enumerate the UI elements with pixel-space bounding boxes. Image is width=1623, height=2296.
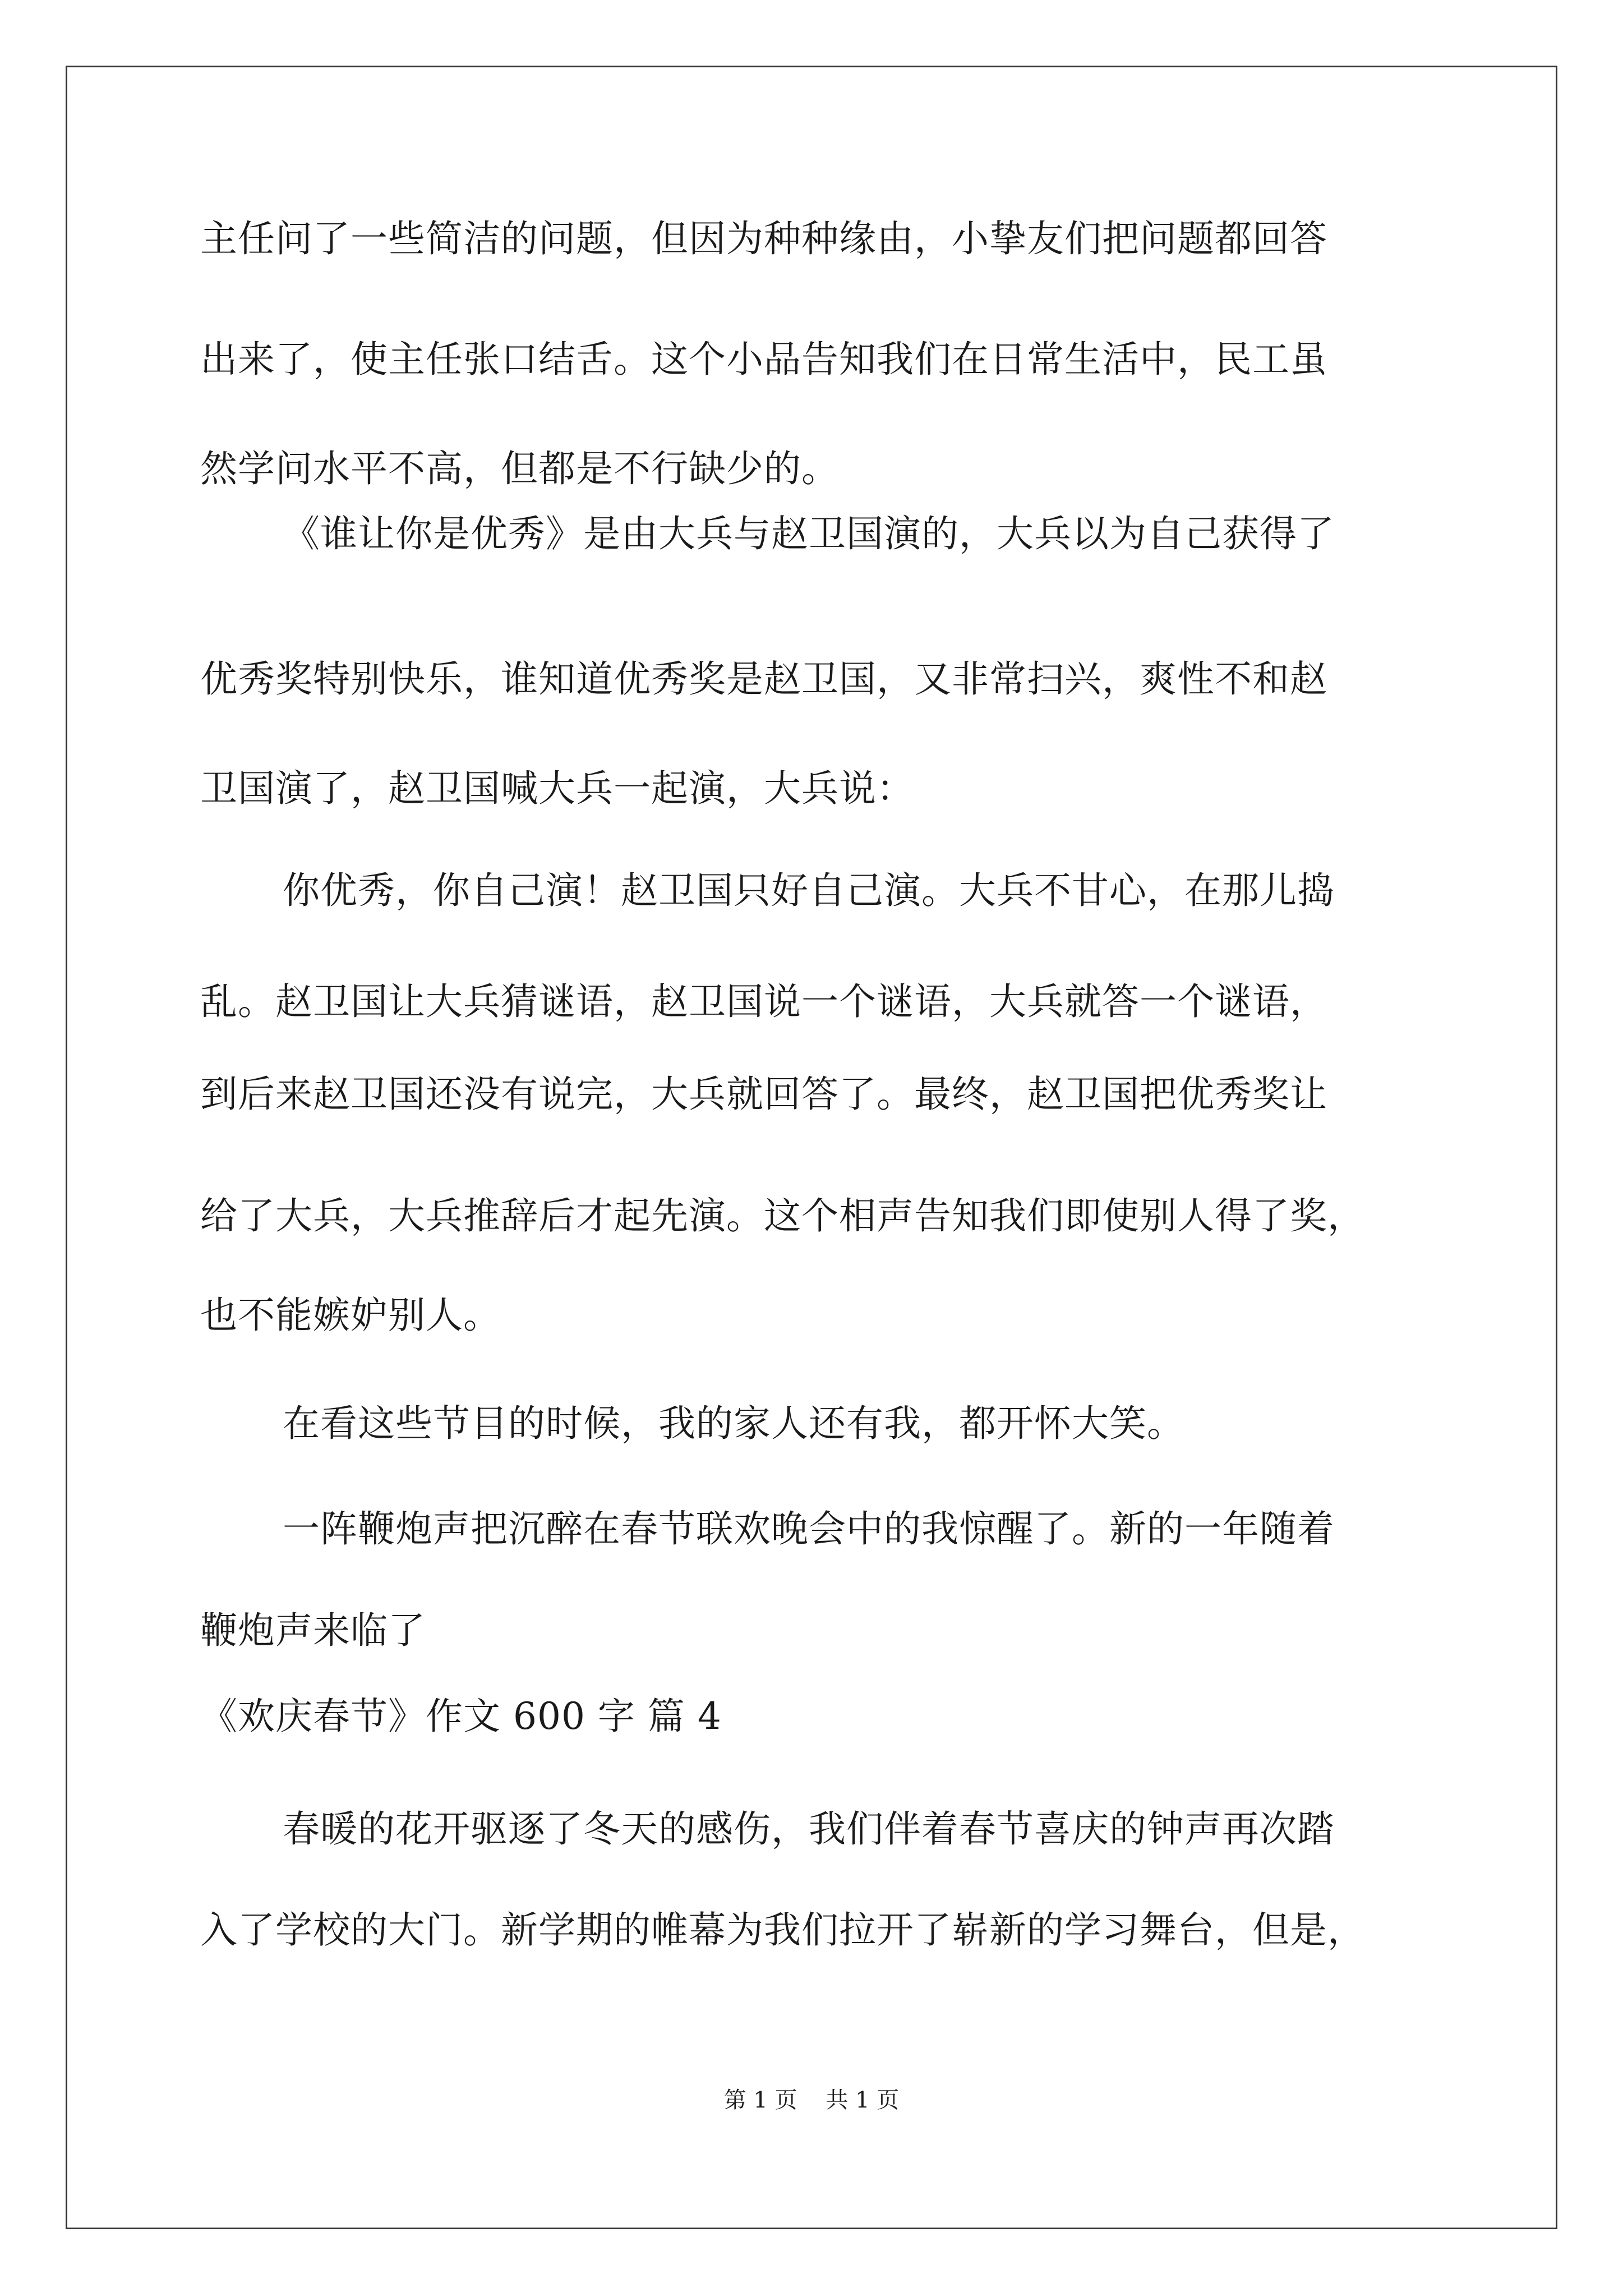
- paragraph-start-line: 春暖的花开驱逐了冬天的感伤，我们伴着春节喜庆的钟声再次踏: [283, 1807, 1335, 1851]
- page-footer: 第 1 页 共 1 页: [723, 2087, 900, 2113]
- text-line: 优秀奖特别快乐，谁知道优秀奖是赵卫国，又非常扫兴，爽性不和赵: [200, 657, 1327, 701]
- text-line: 乱。赵卫国让大兵猜谜语，赵卫国说一个谜语，大兵就答一个谜语，: [200, 980, 1327, 1023]
- text-line: 入了学校的大门。新学期的帷幕为我们拉开了崭新的学习舞台，但是，: [200, 1908, 1365, 1952]
- text-line: 然学问水平不高，但都是不行缺少的。: [200, 447, 839, 490]
- text-line: 主任问了一些简洁的问题，但因为种种缘由，小挚友们把问题都回答: [200, 217, 1327, 260]
- paragraph-start-line: 你优秀，你自己演！赵卫国只好自己演。大兵不甘心，在那儿捣: [283, 869, 1335, 912]
- text-line: 到后来赵卫国还没有说完，大兵就回答了。最终，赵卫国把优秀奖让: [200, 1073, 1327, 1116]
- paragraph-start-line: 《谁让你是优秀》是由大兵与赵卫国演的，大兵以为自己获得了: [283, 512, 1335, 555]
- text-line: 也不能嫉妒别人。: [200, 1294, 501, 1337]
- text-line: 卫国演了，赵卫国喊大兵一起演，大兵说：: [200, 767, 914, 810]
- paragraph-start-line: 在看这些节目的时候，我的家人还有我，都开怀大笑。: [283, 1402, 1184, 1445]
- text-line: 出来了，使主任张口结舌。这个小品告知我们在日常生活中，民工虽: [200, 338, 1327, 381]
- paragraph-start-line: 一阵鞭炮声把沉醉在春节联欢晚会中的我惊醒了。新的一年随着: [283, 1507, 1335, 1550]
- text-line: 鞭炮声来临了: [200, 1609, 426, 1652]
- section-heading: 《欢庆春节》作文 600 字 篇 4: [200, 1695, 722, 1738]
- text-line: 给了大兵，大兵推辞后才起先演。这个相声告知我们即使别人得了奖，: [200, 1194, 1365, 1237]
